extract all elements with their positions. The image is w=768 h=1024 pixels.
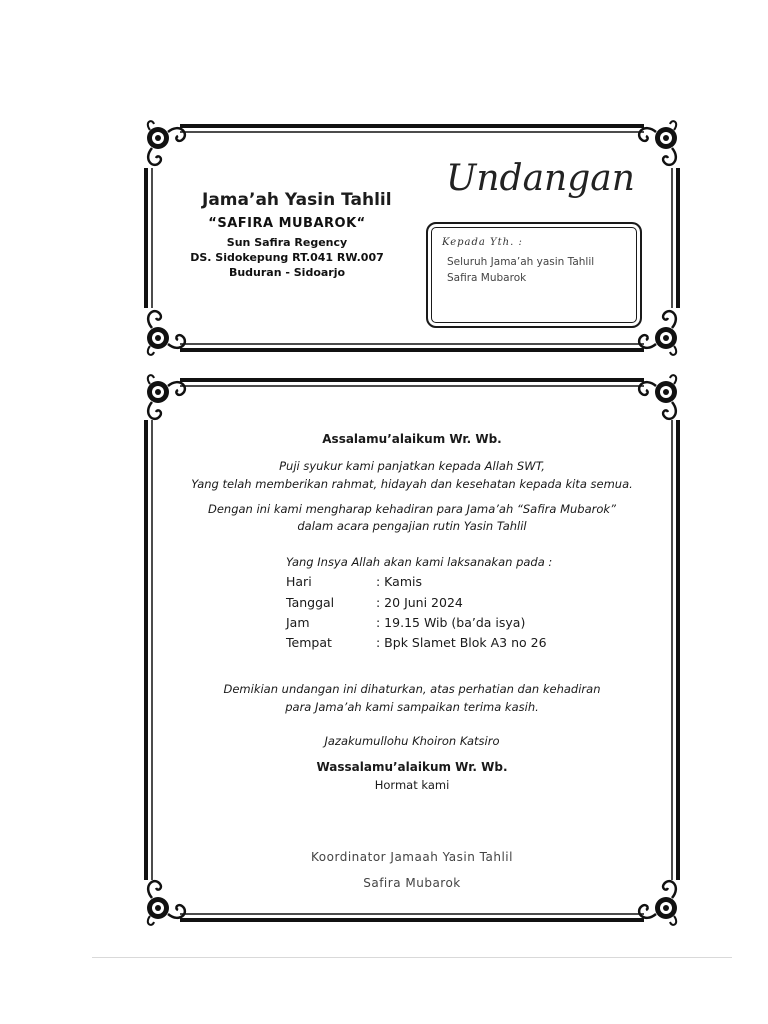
detail-value: : Kamis (376, 574, 422, 589)
sender-address-line: Sun Safira Regency (226, 236, 348, 249)
invite-line: dalam acara pengajian rutin Yasin Tahlil (297, 519, 527, 533)
greeting: Assalamu’alaikum Wr. Wb. (322, 432, 502, 446)
closing-line: para Jama’ah kami sampaikan terima kasih. (285, 700, 539, 714)
sender-address-line: DS. Sidokepung RT.041 RW.007 (190, 251, 384, 264)
signature-name: Safira Mubarok (363, 876, 461, 890)
recipient-label: Kepada Yth. : (442, 237, 523, 248)
intro-line: Yang telah memberikan rahmat, hidayah dan kesehatan kepada kita semua. (191, 477, 633, 491)
recipient-line: Safira Mubarok (447, 272, 527, 284)
detail-label: Tanggal (286, 595, 335, 610)
detail-value: : Bpk Slamet Blok A3 no 26 (376, 635, 547, 650)
invite-line: Dengan ini kami mengharap kehadiran para Jama’ah “Safira Mubarok” (207, 502, 617, 516)
sender-name: “SAFIRA MUBAROK“ (208, 216, 366, 231)
schedule-intro: Yang Insya Allah akan kami laksanakan pada : (286, 555, 553, 569)
detail-value: : 20 Juni 2024 (376, 595, 463, 610)
sender-address-line: Buduran - Sidoarjo (228, 266, 346, 279)
detail-label: Jam (286, 615, 310, 630)
regards: Hormat kami (374, 778, 450, 792)
closing-line: Demikian undangan ini dihaturkan, atas perhatian dan kehadiran (223, 682, 601, 696)
farewell: Wassalamu’alaikum Wr. Wb. (316, 760, 508, 774)
detail-label: Hari (286, 574, 312, 589)
sender-title: Jama’ah Yasin Tahlil (202, 190, 392, 210)
signature-role: Koordinator Jamaah Yasin Tahlil (311, 850, 513, 864)
intro-line: Puji syukur kami panjatkan kepada Allah SWT, (279, 459, 545, 473)
envelope-card (136, 118, 688, 358)
thanks-line: Jazakumullohu Khoiron Katsiro (324, 734, 500, 748)
invitation-heading: Undangan (446, 158, 635, 199)
letter-card (136, 370, 688, 930)
corner-ornament-icons (136, 370, 688, 930)
recipient-line: Seluruh Jama’ah yasin Tahlil (447, 256, 595, 268)
detail-value: : 19.15 Wib (ba’da isya) (376, 615, 526, 630)
detail-label: Tempat (286, 635, 332, 650)
page-divider (92, 957, 732, 958)
